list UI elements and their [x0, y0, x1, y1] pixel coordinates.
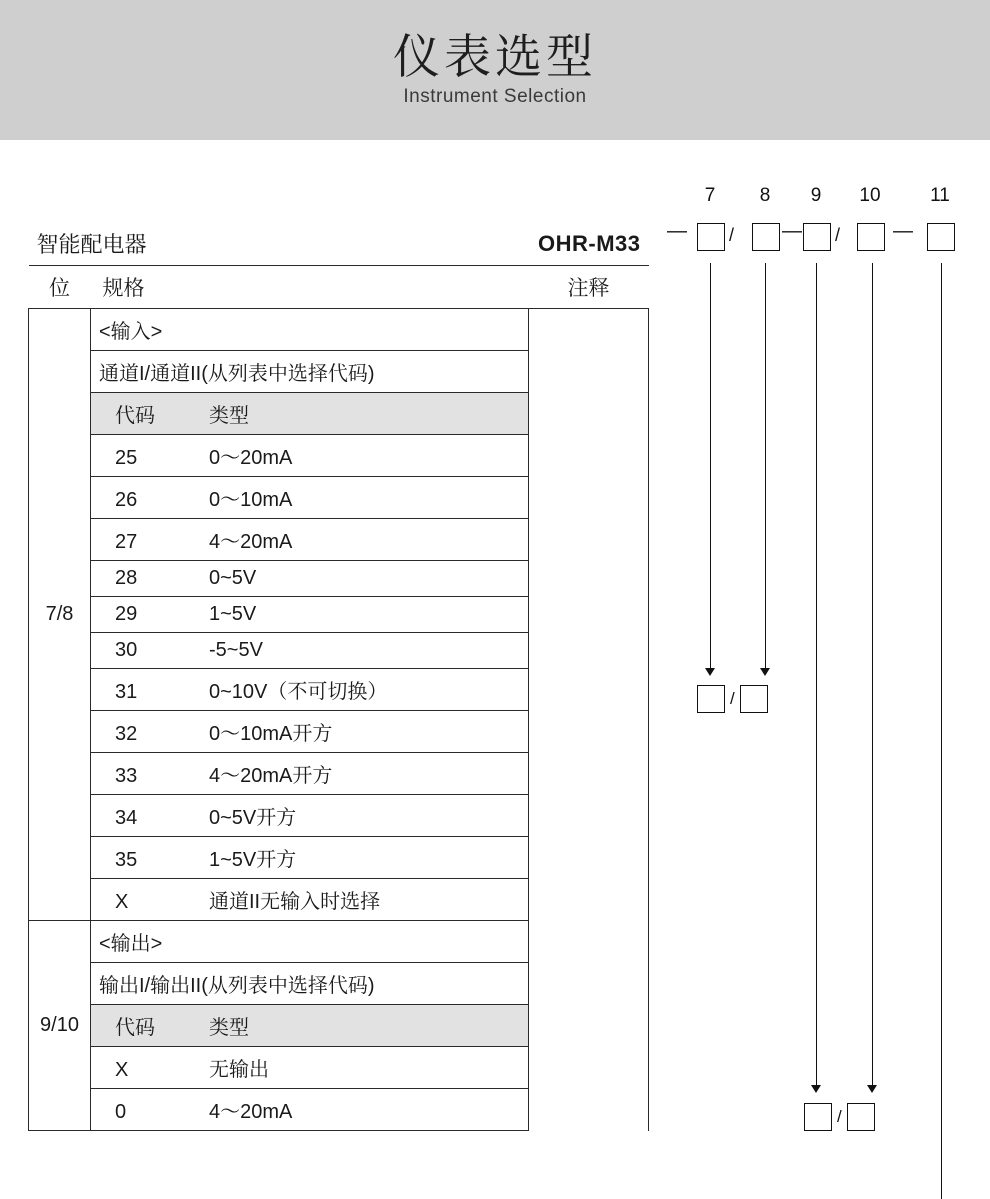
- output-code: X: [115, 1059, 129, 1081]
- section-subtitle-output: 输出I/输出II(从列表中选择代码): [91, 963, 529, 1005]
- section-title-output: <输出>: [91, 921, 529, 963]
- target-slash-input: /: [730, 689, 735, 708]
- table-column-header-row: [29, 266, 649, 309]
- input-option-row: [91, 435, 529, 477]
- page-header-banner: [0, 0, 990, 140]
- input-code: 26: [115, 489, 138, 511]
- target-boxes-output: [804, 1103, 875, 1131]
- input-code: 28: [115, 567, 138, 589]
- note-cell-output: [529, 921, 649, 1131]
- input-option-row: [91, 633, 529, 669]
- section-position-input: 7/8: [29, 309, 91, 921]
- input-option-row: [91, 753, 529, 795]
- input-code: 30: [115, 639, 138, 661]
- input-type: 0~5V: [209, 567, 257, 589]
- product-model: OHR-M33: [529, 222, 649, 266]
- leader-arrow-8: [760, 668, 770, 676]
- code-position-10: 10: [859, 185, 881, 206]
- leader-line-8: [765, 263, 766, 673]
- selection-table: [28, 222, 649, 1131]
- output-code: 0: [115, 1101, 127, 1123]
- code-dash-right: —: [893, 220, 913, 242]
- section-subtitle-input: 通道I/通道II(从列表中选择代码): [91, 351, 529, 393]
- code-position-8: 8: [759, 185, 771, 206]
- page-subtitle: Instrument Selection: [403, 85, 587, 107]
- leader-arrow-10: [867, 1085, 877, 1093]
- output-code-type-header: [91, 1005, 529, 1047]
- model-code-diagram: [655, 185, 985, 265]
- table-row: [29, 921, 649, 963]
- header-position: 位: [29, 266, 91, 309]
- leader-arrow-9: [811, 1085, 821, 1093]
- code-box-10[interactable]: [857, 223, 885, 251]
- input-option-row: [91, 795, 529, 837]
- target-boxes-input: [697, 685, 768, 713]
- page-title: 仪表选型: [393, 30, 597, 84]
- label-code: 代码: [115, 405, 155, 427]
- table-header-row: [29, 222, 649, 266]
- section-position-output: 9/10: [29, 921, 91, 1131]
- input-option-row: [91, 477, 529, 519]
- code-box-8[interactable]: [752, 223, 780, 251]
- input-code: X: [115, 891, 129, 913]
- input-option-row: [91, 669, 529, 711]
- input-option-row: [91, 561, 529, 597]
- table-row: [29, 309, 649, 351]
- output-type: 无输出: [209, 1059, 269, 1081]
- leader-arrow-7: [705, 668, 715, 676]
- product-name: 智能配电器: [29, 222, 529, 266]
- code-slash-1: /: [729, 225, 735, 245]
- input-code: 29: [115, 603, 138, 625]
- input-type: 0~10V（不可切换）: [209, 681, 388, 703]
- input-type: 0~5V开方: [209, 807, 297, 829]
- input-option-row: [91, 879, 529, 921]
- input-code: 34: [115, 807, 138, 829]
- label-type: 类型: [209, 1017, 249, 1039]
- output-type: 4～20mA: [209, 1101, 293, 1123]
- target-box-8[interactable]: [740, 685, 768, 713]
- input-code-type-header: [91, 393, 529, 435]
- code-dash-mid: —: [782, 220, 802, 242]
- input-type: 0～20mA: [209, 447, 293, 469]
- note-cell-input: [529, 309, 649, 921]
- code-dash-left: —: [667, 220, 687, 242]
- input-code: 33: [115, 765, 138, 787]
- input-code: 35: [115, 849, 138, 871]
- leader-line-11: [941, 263, 942, 1199]
- output-option-row: [91, 1047, 529, 1089]
- header-note: 注释: [529, 266, 649, 309]
- target-box-10[interactable]: [847, 1103, 875, 1131]
- input-option-row: [91, 837, 529, 879]
- target-box-9[interactable]: [804, 1103, 832, 1131]
- output-option-row: [91, 1089, 529, 1131]
- input-code: 32: [115, 723, 138, 745]
- code-box-11[interactable]: [927, 223, 955, 251]
- input-type: 通道II无输入时选择: [209, 891, 381, 913]
- target-slash-output: /: [837, 1107, 842, 1126]
- input-type: -5~5V: [209, 639, 263, 661]
- input-option-row: [91, 597, 529, 633]
- section-title-input: <输入>: [91, 309, 529, 351]
- label-code: 代码: [115, 1017, 155, 1039]
- code-position-9: 9: [810, 185, 822, 206]
- code-box-7[interactable]: [697, 223, 725, 251]
- leader-line-9: [816, 263, 817, 1090]
- label-type: 类型: [209, 405, 249, 427]
- input-type: 4～20mA: [209, 531, 293, 553]
- code-position-11: 11: [930, 185, 950, 206]
- input-type: 1~5V: [209, 603, 257, 625]
- code-slash-2: /: [835, 225, 841, 245]
- input-option-row: [91, 711, 529, 753]
- input-type: 0～10mA开方: [209, 723, 333, 745]
- input-code: 27: [115, 531, 138, 553]
- input-code: 31: [115, 681, 138, 703]
- input-type: 0～10mA: [209, 489, 293, 511]
- input-type: 1~5V开方: [209, 849, 297, 871]
- input-option-row: [91, 519, 529, 561]
- header-spec: 规格: [91, 266, 529, 309]
- target-box-7[interactable]: [697, 685, 725, 713]
- leader-line-10: [872, 263, 873, 1090]
- leader-line-7: [710, 263, 711, 673]
- input-code: 25: [115, 447, 138, 469]
- code-position-7: 7: [704, 185, 716, 206]
- code-box-9[interactable]: [803, 223, 831, 251]
- input-type: 4～20mA开方: [209, 765, 333, 787]
